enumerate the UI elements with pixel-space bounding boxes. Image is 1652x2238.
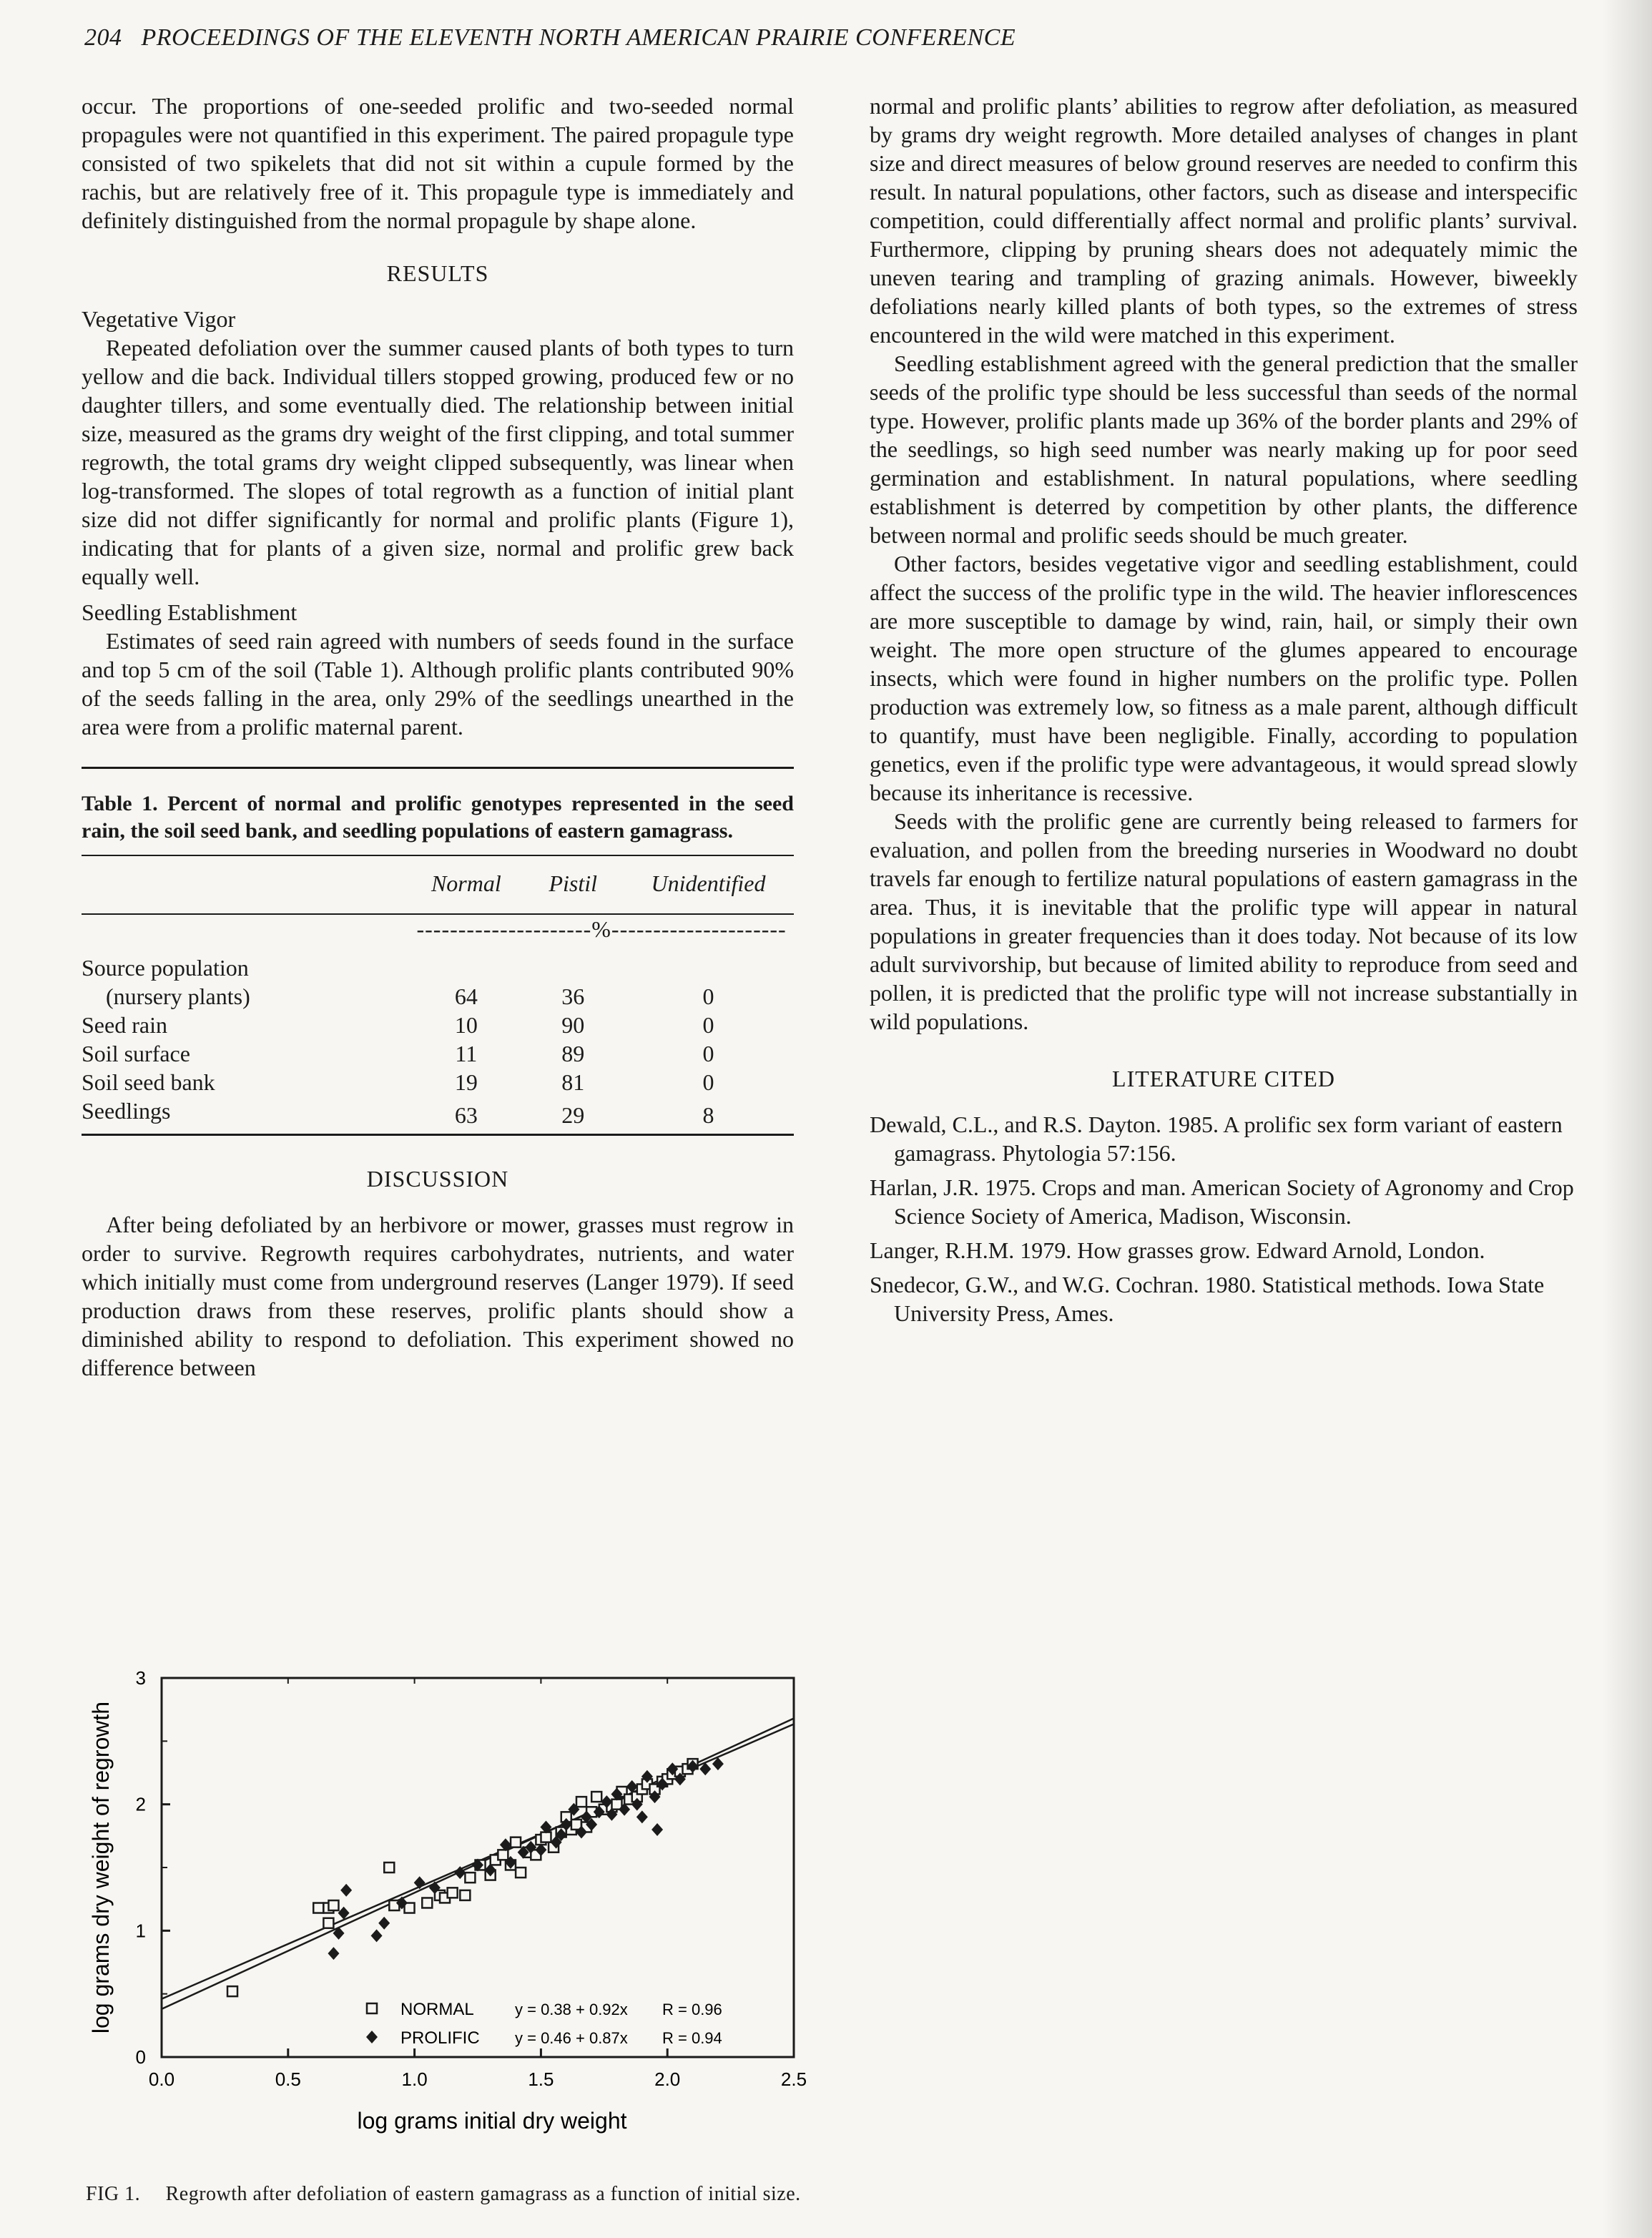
y-tick-label: 2 [135,1793,146,1815]
reference-list [870,1110,1578,1327]
table-row [82,943,794,982]
seedling-heading: Seedling Establishment [82,599,298,625]
right-paragraph-4: Seeds with the prolific gene are currently being released to farmers for evaluation, and pollen from the breeding nurseries in Woodward no doubt travels far enough to fertilize natural populations of eastern gamagrass in the area. Thus, it is inevitable that the prolific type will appear in natural populations in greater frequencies than it does today. Not because of its low adult survivorship, but because of limited ability to reproduce from seed and pollen, it is predicted that the prolific type will not increase substantially in wild populations. [870,808,1578,1034]
cell-pistil: 36 [561,983,585,1009]
table-header-row [82,856,794,913]
normal-point [465,1873,475,1883]
normal-point [511,1837,521,1847]
normal-point [328,1900,338,1910]
figure-label: FIG 1. [86,2183,141,2205]
y-tick-label: 0 [135,2046,146,2068]
normal-point [323,1918,333,1928]
x-tick-label: 0.5 [275,2068,301,2090]
normal-point [498,1850,508,1860]
prolific-point [378,1917,390,1930]
prolific-point [371,1929,383,1942]
scatter-chart [79,1652,837,2153]
table-row [82,1068,794,1096]
discussion-heading: DISCUSSION [366,1166,509,1192]
row-label: Source population [82,955,249,981]
x-axis-label: log grams initial dry weight [357,2108,627,2134]
table-row [82,1011,794,1039]
x-tick-label: 2.0 [654,2068,681,2090]
normal-point [227,1986,237,1996]
page-number: 204 [84,24,122,51]
legend-normal-label: NORMAL [400,2000,474,2019]
discussion-paragraph: After being defoliated by an herbivore or mower, grasses must regrow in order to survive. Regrowth requires carbohydrates, nutrients, and water which initially must come from underground reserves (Langer 1979). If seed production draws from these reserves, prolific plants should show a diminished ability to respond to defoliation. This experiment showed no difference between [82,1212,794,1380]
cell-normal: 64 [454,983,478,1009]
vigor-paragraph: Repeated defoliation over the summer caused plants of both types to turn yellow and die back. Individual tillers stopped growing, produced few or no daughter tillers, and some eventually died. The relationship between initial size, measured as the grams dry weight of the first clipping, and total summer regrowth, the total grams dry weight clipped subsequently, was linear when log-transformed. The slopes of total regrowth as a function of initial plant size did not differ significantly for normal and prolific plants (Figure 1), indicating that for plants of a given size, normal and prolific grew back equally well. [82,335,794,589]
table-top-rule [82,767,794,769]
normal-point [422,1898,432,1908]
row-label: Soil surface [82,1041,190,1066]
literature-heading: LITERATURE CITED [1112,1066,1335,1091]
row-label: (nursery plants) [106,983,250,1009]
unit-label: ---------------------%--------------------- [416,916,787,942]
right-paragraph-1: normal and prolific plants’ abilities to regrow after defoliation, as measured by grams dry weight regrowth. More detailed analyses of changes in plant size and direct measures of below ground reserves are needed to confirm this result. In natural populations, other factors, such as disease and interspecific competition, could differentially affect normal and prolific plants’ survival. Furthermore, clipping by pruning shears does not adequately mimic the uneven tearing and trampling of grazing animals. However, biweekly defoliations nearly killed plants of both types, so the extremes of stress encountered in the wild were matched in this experiment. [870,93,1578,348]
cell-normal: 19 [454,1069,478,1095]
row-label: Seed rain [82,1012,167,1038]
right-paragraph-2: Seedling establishment agreed with the general prediction that the smaller seeds of the prolific type should be less successful than seeds of the normal type. However, prolific plants made up 36% of the border plants and 29% of the seedlings, so high seed number was nearly making up for poor seed germination and establishment. In natural populations, where seedling establishment is deterred by competition by other plants, the difference between normal and prolific seeds should be much greater. [870,350,1578,548]
cell-unidentified: 0 [702,1069,714,1095]
reference-item: Langer, R.H.M. 1979. How grasses grow. Edward Arnold, London. [870,1237,1485,1263]
journal-title: PROCEEDINGS OF THE ELEVENTH NORTH AMERICAN PRAIRIE CONFERENCE [141,24,1016,51]
normal-point [516,1868,526,1878]
legend-prolific-marker [366,2031,378,2043]
reference-item: Harlan, J.R. 1975. Crops and man. American Society of Agronomy and Crop Science Society of America, Madison, Wisconsin. [870,1174,1574,1229]
table-row [82,982,794,1011]
cell-pistil: 90 [561,1012,585,1038]
unit-row [82,915,794,943]
right-paragraph-3: Other factors, besides vegetative vigor and seedling establishment, could affect the success of the prolific type in the wild. The heavier inflorescences are more susceptible to damage by wind, rain, hail, or simply their own weight. The more open structure of the glumes appeared to encourage insects, which were found in higher numbers on the prolific type. Pollen production was extremely low, so fitness as a male parent, although difficult to quantify, must have been negligible. Finally, according to population genetics, even if the prolific type were advantageous, it would spread slowly because its inheritance is recessive. [870,551,1578,805]
x-tick-label: 2.5 [780,2068,807,2090]
legend-normal-marker [367,2003,377,2013]
table-caption: Table 1. Percent of normal and prolific genotypes represented in the seed rain, the soil seed bank, and seedling populations of eastern gamagrass. [82,792,794,843]
normal-point [591,1792,601,1802]
vigor-heading: Vegetative Vigor [82,306,236,332]
normal-point [576,1797,586,1807]
row-label: Seedlings [82,1098,171,1124]
legend-prolific-label: PROLIFIC [400,2028,480,2048]
normal-point [448,1888,458,1898]
row-label: Soil seed bank [82,1069,215,1095]
results-heading: RESULTS [386,260,489,286]
prolific-point [340,1884,352,1897]
table-bottom-rule [82,1134,794,1136]
y-tick-label: 3 [135,1667,146,1689]
normal-point [384,1862,394,1873]
right-column [870,92,1578,1333]
figure-caption-text: Regrowth after defoliation of eastern gamagrass as a function of initial size. [165,2183,801,2205]
normal-point [460,1890,470,1900]
seedling-paragraph: Estimates of seed rain agreed with numbers of seeds found in the surface and top 5 cm of the soil (Table 1). Although prolific plants contributed 90% of the seeds falling in the area, only 29% of the seedlings unearthed in the area were from a prolific maternal parent. [82,628,794,740]
cell-unidentified: 0 [702,1012,714,1038]
figure-1 [79,1652,837,2153]
cell-normal: 10 [454,1012,478,1038]
left-column [82,92,794,1382]
y-axis-label: log grams dry weight of regrowth [88,1701,114,2034]
prolific-point [328,1947,339,1960]
prolific-point [652,1823,663,1836]
figure-caption [86,2183,821,2206]
table-1 [82,767,794,1136]
running-head [84,24,1443,51]
legend-prolific-r: R = 0.94 [662,2029,722,2047]
x-tick-label: 1.0 [401,2068,428,2090]
normal-point [541,1832,551,1842]
prolific-point [636,1810,648,1823]
col-unidentified: Unidentified [651,870,766,896]
cell-pistil: 29 [561,1102,585,1128]
y-tick-label: 1 [135,1920,146,1942]
table-row [82,1096,794,1134]
table-data [82,856,794,1134]
legend-normal-r: R = 0.96 [662,2001,722,2018]
page-edge-shadow [1602,0,1652,2238]
reference-item: Dewald, C.L., and R.S. Dayton. 1985. A prolific sex form variant of eastern gamagrass. Phytologia 57:156. [870,1111,1563,1166]
cell-normal: 11 [455,1041,478,1066]
intro-paragraph: occur. The proportions of one-seeded prolific and two-seeded normal propagules were not quantified in this experiment. The paired propagule type consisted of two spikelets that did not sit within a cupule formed by the rachis, but are relatively free of it. This propagule type is immediately and definitely distinguished from the normal propagule by shape alone. [82,93,794,233]
cell-unidentified: 0 [702,983,714,1009]
col-pistil: Pistil [549,870,598,896]
normal-point [313,1903,323,1913]
legend-normal-equation: y = 0.38 + 0.92x [515,2001,628,2018]
cell-unidentified: 8 [702,1102,714,1128]
cell-pistil: 81 [561,1069,585,1095]
reference-item: Snedecor, G.W., and W.G. Cochran. 1980. Statistical methods. Iowa State University Press, Ames. [870,1272,1545,1326]
cell-pistil: 89 [561,1041,585,1066]
col-normal: Normal [431,870,501,896]
table-row [82,1039,794,1068]
prolific-point [414,1876,426,1889]
legend-prolific-equation: y = 0.46 + 0.87x [515,2029,628,2047]
cell-normal: 63 [454,1102,478,1128]
x-tick-label: 1.5 [528,2068,554,2090]
cell-unidentified: 0 [702,1041,714,1066]
x-tick-label: 0.0 [148,2068,175,2090]
